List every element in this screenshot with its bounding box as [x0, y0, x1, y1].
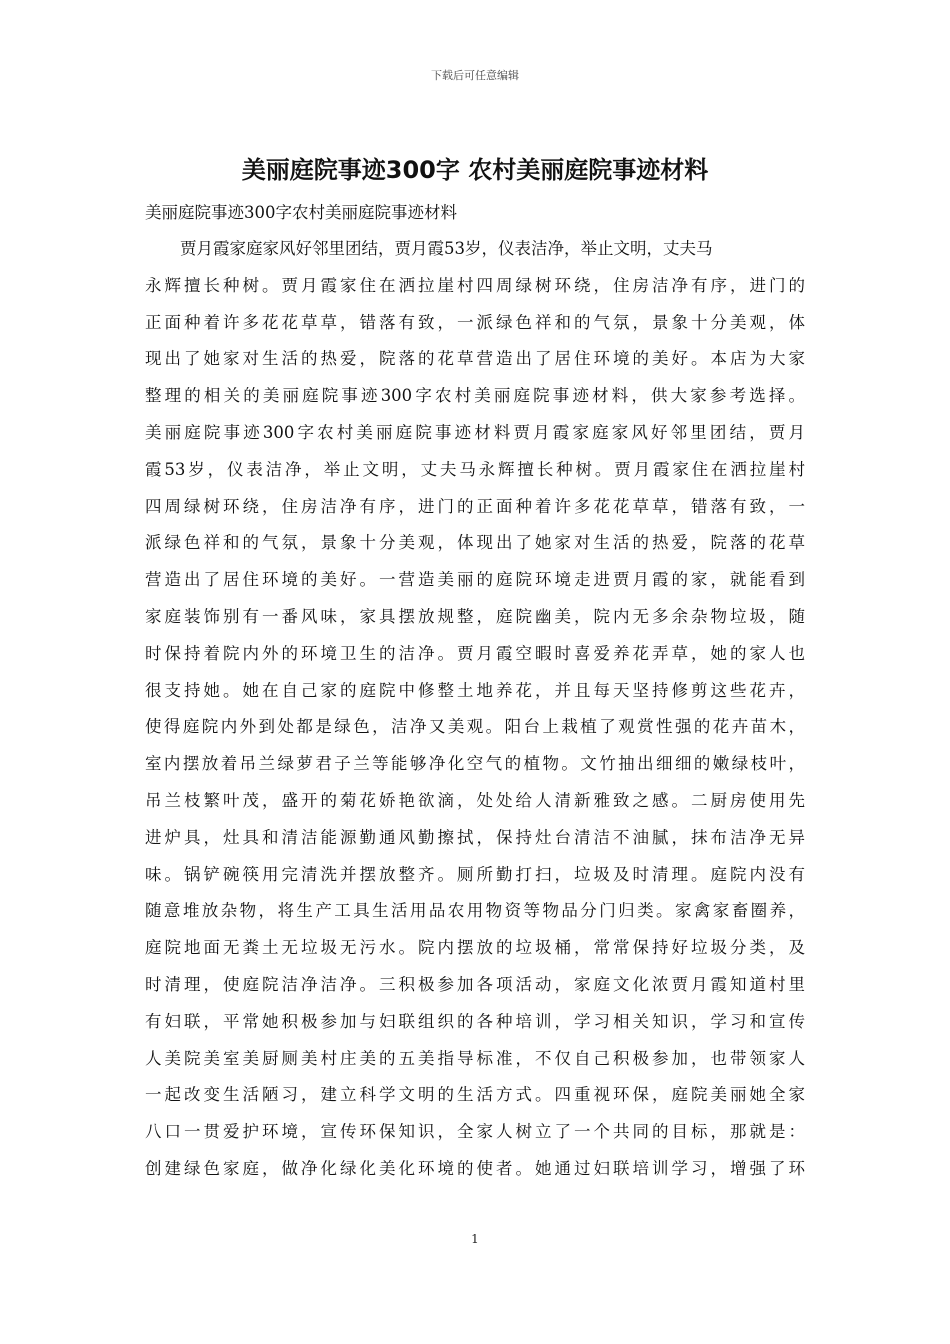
body-text	[145, 231, 805, 1188]
body-line: 时清理，使庭院洁净洁净。三积极参加各项活动，家庭文化浓贾月霞知道村里	[145, 974, 805, 994]
body-line: 营造出了居住环境的美好。一营造美丽的庭院环境走进贾月霞的家，就能看到	[145, 570, 805, 590]
body-line: 庭院地面无粪土无垃圾无污水。院内摆放的垃圾桶，常常保持好垃圾分类，及	[145, 938, 805, 958]
body-line: 味。锅铲碗筷用完清洗并摆放整齐。厕所勤打扫，垃圾及时清理。庭院内没有	[145, 864, 805, 884]
body-line: 现出了她家对生活的热爱，院落的花草营造出了居住环境的美好。本店为大家	[145, 349, 805, 369]
body-line: 创建绿色家庭，做净化绿化美化环境的使者。她通过妇联培训学习，增强了环	[145, 1158, 805, 1178]
body-line: 时保持着院内外的环境卫生的洁净。贾月霞空暇时喜爱养花弄草，她的家人也	[145, 643, 805, 663]
body-line: 吊兰枝繁叶茂，盛开的菊花娇艳欲滴，处处给人清新雅致之感。二厨房使用先	[145, 790, 805, 810]
body-line: 永辉擅长种树。贾月霞家住在洒拉崖村四周绿树环绕，住房洁净有序，进门的	[145, 275, 805, 295]
body-line: 使得庭院内外到处都是绿色，洁净又美观。阳台上栽植了观赏性强的花卉苗木，	[145, 717, 805, 737]
document-title: 美丽庭院事迹300字 农村美丽庭院事迹材料	[241, 156, 709, 184]
body-line: 家庭装饰别有一番风味，家具摆放规整，庭院幽美，院内无多余杂物垃圾，随	[145, 606, 805, 626]
body-line: 进炉具，灶具和清洁能源勤通风勤擦拭，保持灶台清洁不油腻，抹布洁净无异	[145, 827, 805, 847]
body-line: 随意堆放杂物，将生产工具生活用品农用物资等物品分门归类。家禽家畜圈养，	[145, 901, 805, 921]
body-line: 一起改变生活陋习，建立科学文明的生活方式。四重视环保，庭院美丽她全家	[145, 1085, 805, 1105]
document-subtitle: 美丽庭院事迹300字农村美丽庭院事迹材料	[145, 203, 457, 222]
page-number: 1	[471, 1232, 479, 1246]
body-line: 整理的相关的美丽庭院事迹300字农村美丽庭院事迹材料，供大家参考选择。	[145, 386, 805, 406]
body-line: 有妇联，平常她积极参加与妇联组织的各种培训，学习相关知识，学习和宣传	[145, 1011, 805, 1031]
body-line: 八口一贯爱护环境，宣传环保知识，全家人树立了一个共同的目标，那就是：	[145, 1122, 805, 1142]
body-line: 很支持她。她在自己家的庭院中修整土地养花，并且每天坚持修剪这些花卉，	[145, 680, 805, 700]
body-line: 贾月霞家庭家风好邻里团结，贾月霞53岁，仪表洁净，举止文明，丈夫马	[180, 239, 713, 258]
body-line: 四周绿树环绕，住房洁净有序，进门的正面种着许多花花草草，错落有致，一	[145, 496, 805, 516]
body-line: 霞53岁，仪表洁净，举止文明，丈夫马永辉擅长种树。贾月霞家住在洒拉崖村	[145, 459, 805, 479]
header-note: 下载后可任意编辑	[431, 69, 519, 82]
body-line: 正面种着许多花花草草，错落有致，一派绿色祥和的气氛，景象十分美观，体	[145, 312, 805, 332]
body-line: 派绿色祥和的气氛，景象十分美观，体现出了她家对生活的热爱，院落的花草	[145, 533, 805, 553]
body-line: 美丽庭院事迹300字农村美丽庭院事迹材料贾月霞家庭家风好邻里团结，贾月	[145, 422, 805, 442]
body-line: 人美院美室美厨厕美村庄美的五美指导标准，不仅自己积极参加，也带领家人	[145, 1048, 805, 1068]
body-line: 室内摆放着吊兰绿萝君子兰等能够净化空气的植物。文竹抽出细细的嫩绿枝叶，	[145, 754, 805, 774]
